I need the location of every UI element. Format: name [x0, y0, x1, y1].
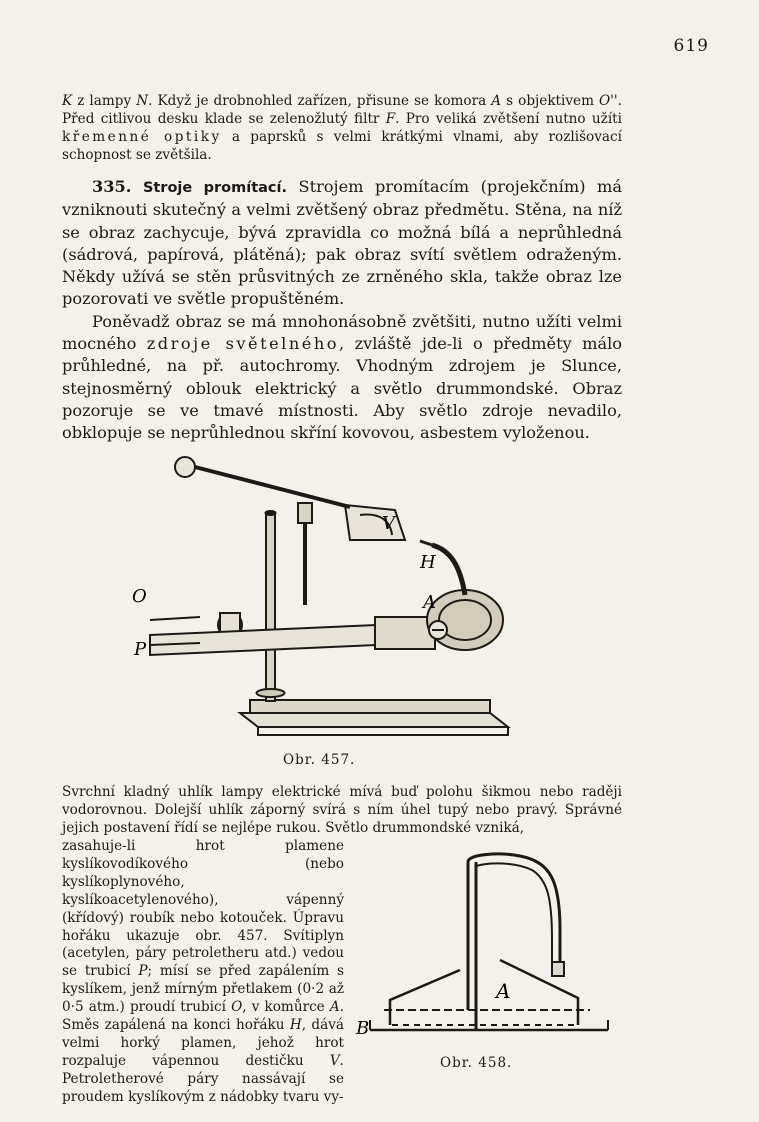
paragraph-carbons: Svrchní kladný uhlík lampy elektrické mívá buď polohu šikmou nebo raději vodorovnou. Dolejší uhlík záporný svírá s ním úhel tupý nebo pravý. Správné jejich postavení řídí se nejlépe rukou. Světlo drummondské vzniká, [62, 784, 622, 836]
figure-457-burner-illustration [120, 445, 540, 745]
wrapped-paragraph: zasahuje-li hrot plamene kyslíkovodíkového (nebo kyslíkoplynového, kyslíkoacetylenového), vápenný (křídový) roubík nebo kotouček. Úpravu hořáku ukazuje obr. 457. Svítiplyn (acetylen, páry petroletheru atd.) vedou se trubicí P; mísí se před zapálením s kyslíkem, jenž mírným přetlakem (0·2 až 0·5 atm.) proudí trubicí O, v komůrce A. Směs zapálená na konci hořáku H, dává velmi horký plamen, jehož hrot rozpaluje vápennou destičku V. Petroletherové páry nassávají se proudem kyslíkovým z nádobky tvaru vy- [62, 838, 345, 1105]
section-335: 335. Stroje promítací. Strojem promítacím (projekčním) má vzniknouti skutečný a velmi zvětšený obraz předmětu. Stěna, na níž se obraz zachycuje, bývá zpravidla co možná bílá a neprůhledná (sádrová, papírová, plátěná); pak obraz svítí světlem odraženým. Někdy užívá se stěn průsvitných ze zrněného skla, takže obraz lze pozorovati ve světle propuštěném. Poněvadž obraz se má mnohonásobně zvětšiti, nutno užíti velmi mocného zdroje světelného, zvláště jde-li o předměty málo průhledné, na př. autochromy. Vhodným zdrojem je Slunce, stejnosměrný oblouk elektrický a světlo drummondské. Obraz pozoruje se ve tmavé místnosti. Aby světlo zdroje nevadilo, obklopuje se neprůhlednou skříní kovovou, asbestem vyloženou. [62, 177, 623, 443]
page-number: 619 [673, 36, 709, 56]
label-O: O [132, 586, 147, 607]
figure-458-caption: Obr. 458. [440, 1055, 513, 1071]
label-P: P [134, 639, 147, 660]
label-V: V [382, 513, 395, 534]
label-B-458: B [356, 1018, 370, 1039]
intro-paragraph: K z lampy N. Když je drobnohled zařízen, přisune se komora A s objektivem O''. Před citlivou desku klade se zelenožlutý filtr F. Pro veliká zvětšení nutno užíti křemenné optiky a paprsků s velmi krátkými vlnami, aby rozlišovací schopnost se zvětšila. [62, 93, 622, 163]
section-title: Stroje promítací. [142, 180, 287, 196]
label-H: H [420, 552, 436, 573]
label-A: A [423, 592, 436, 613]
label-A-458: A [496, 979, 511, 1003]
figure-458-vessel-illustration [350, 850, 630, 1050]
figure-457-caption: Obr. 457. [283, 752, 356, 768]
section-number: 335. [92, 177, 132, 196]
